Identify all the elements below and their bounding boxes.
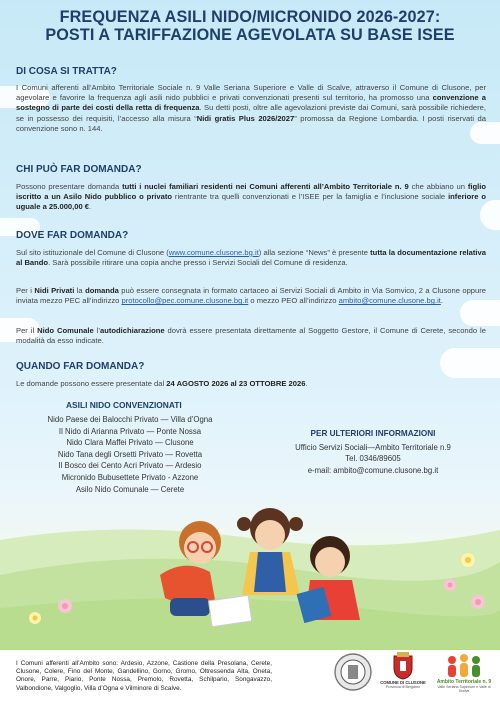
text: la [74,286,86,295]
ambito-logo-caption: Ambito Territoriale n. 9 [436,679,492,685]
emphasis: tutti i nuclei familiari residenti nei Comuni afferenti all’Ambito Territoriale n. 9 [122,182,409,191]
contact-info [262,428,484,476]
text: può essere consegnata in formato cartaceo ai Servizi Sociali di Ambito in Via Somvico, 2 a Clusone oppure inviata mezzo PEC all’indirizzo [16,286,486,306]
text: ) alla sezione “News” è presente [258,248,371,257]
coat-of-arms-icon [392,652,414,680]
text: che abbiano un [408,182,468,191]
flower-icon [461,553,475,567]
list-item: Micronido Bubusettete Privato - Azzone [61,472,199,482]
emphasis: 24 AGOSTO 2026 al 23 OTTOBRE 2026 [166,379,306,388]
asili-list-heading: ASILI NIDO CONVENZIONATI [66,400,182,410]
cloud-decoration [440,348,500,378]
text: dovrà essere presentata direttamente al Soggetto Gestore, il Comune di Cerete, secondo le modalità da esso indicate. [16,326,486,346]
section-body-when [16,379,486,389]
list-item: Il Nido di Arianna Privato — Ponte Nossa [58,426,202,436]
pec-email-link[interactable]: protocollo@pec.comune.clusone.bg.it [121,296,249,306]
clusone-logo [380,652,426,689]
text: Le domande possono essere presentate dal [16,379,167,388]
people-icon [444,652,484,680]
section-heading-where: DOVE FAR DOMANDA? [16,230,129,241]
list-item: Il Bosco dei Cento Acri Privato — Ardesio [58,461,202,471]
text: . [440,296,443,306]
list-item: Asilo Nido Comunale — Cerete [75,484,185,494]
crest-icon [333,652,373,692]
title-line-1: FREQUENZA ASILI NIDO/MICRONIDO 2026-2027: [59,8,441,26]
list-item: Nido Clara Maffei Privato — Clusone [66,438,194,448]
emphasis: autodichiarazione [100,326,165,335]
text: . [305,379,308,388]
text: Per il [16,326,38,335]
clusone-logo-caption: COMUNE DI CLUSONE [380,680,426,685]
website-link[interactable]: www.comune.clusone.bg.it [168,248,259,257]
flower-icon [471,595,485,609]
region-logo [330,652,376,692]
section-body-what [16,83,486,134]
text: Per i [16,286,35,295]
list-item: Nido Tana degli Orsetti Privato — Rovetta [57,449,203,459]
section-body-where-2 [16,286,486,306]
title-line-2: POSTI A TARIFFAZIONE AGEVOLATA SU BASE ISEE [45,26,455,44]
text: . Sarà possibile ritirare una copia anche presso i Servizi Sociali del Comune di residenza. [48,258,348,268]
emphasis: Nido Comunale [37,326,94,335]
flower-icon [58,599,72,613]
drawing-paper [209,595,252,626]
section-heading-who: CHI PUÒ FAR DOMANDA? [16,164,142,175]
text: . [89,202,92,212]
text: Possono presentare domanda [16,182,123,191]
emphasis: inferiore o uguale a 25.000,00 € [16,192,487,212]
section-body-where-1 [16,248,486,268]
section-heading-what: DI COSA SI TRATTA? [16,66,117,77]
text: . Su detti posti, oltre alle agevolazioni previste dai Comuni, sarà possibile richiedere, se in possesso dei requisiti, l’accesso alla misura “ [16,103,486,123]
ambito-logo [432,652,496,694]
ambito-logo-sub: Valle Seriana Superiore e Valle di Scalve [437,685,491,694]
text: ” promossa da Regione Lombardia. I posti riservati da convenzione sono n. 144. [16,113,486,133]
children-illustration [0,480,500,650]
clusone-logo-sub: Provincia di Bergamo [385,685,421,689]
contact-office: Ufficio Servizi Sociali—Ambito Territoriale n.9 [295,442,451,452]
section-body-where-3 [16,326,486,346]
contact-phone: Tel. 0346/89605 [345,454,401,464]
emphasis: tutta la documentazione relativa al Bando [16,248,486,268]
flower-icon [29,612,41,624]
list-item: Nido Paese dei Balocchi Privato — Villa d’Ogna [47,415,213,424]
page-title [0,8,500,44]
emphasis: figlio iscritto a un Asilo Nido pubblico o privato [16,182,486,202]
contact-email[interactable]: e-mail: ambito@comune.clusone.bg.it [307,465,439,475]
section-body-who [16,182,486,213]
peo-email-link[interactable]: ambito@comune.clusone.bg.it [338,296,441,306]
contact-heading: PER ULTERIORI INFORMAZIONI [310,429,436,438]
text: Sul sito istituzionale del Comune di Clusone ( [16,248,169,257]
text: o mezzo PEO all’indirizzo [248,296,339,306]
text: I Comuni afferenti all’Ambito Territoriale Sociale n. 9 Valle Seriana Superiore e Valle di Scalve, attraverso il Comune di Clusone, per agevolare e favorire la frequenza agli asili nido pubblici e privati convenzionati presenti sul territorio, ha promosso una [16,83,486,103]
text: l’ [93,326,101,335]
section-heading-when: QUANDO FAR DOMANDA? [16,361,145,372]
flower-icon [444,579,456,591]
emphasis: domanda [85,286,119,295]
emphasis: Nidi gratis Plus 2026/2027 [196,113,295,123]
emphasis: convenzione a sostegno di parte dei costi della retta di frequenza [16,93,486,113]
text: rientrante tra quelli convenzionati e l’ISEE per la famiglia e l’inclusione sociale [172,192,449,202]
footer-municipalities: I Comuni afferenti all’Ambito sono: Ardesio, Azzone, Castione della Presolana, Cerete, Clusone, Colere, Fino del Monte, Gandellino, Gorno, Gromo, Oltressenda Alta, Oneta, Onore, Parre, Piario, Ponte Nossa, Premolo, Rovetta, Schilpario, Songavazzo, Valbondione, Valgoglio, Villa d’Ogna e Vilminore di Scalve. [16,660,272,692]
emphasis: Nidi Privati [34,286,75,295]
